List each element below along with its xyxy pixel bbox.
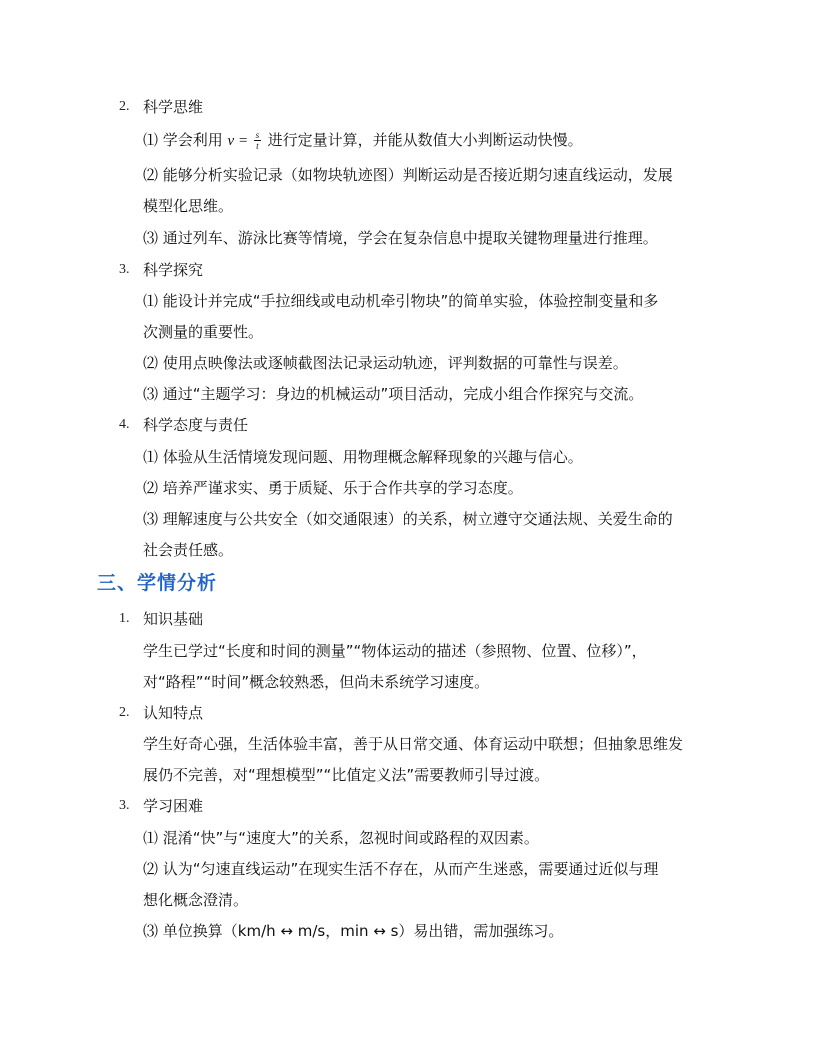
paragraph-line: ⑵ 认为“匀速直线运动”在现实生活不存在，从而产生迷惑，需要通过近似与理	[143, 860, 659, 878]
list-number: 2.	[119, 705, 130, 720]
paragraph-line: ⑴ 体验从生活情境发现问题、用物理概念解释现象的兴趣与信心。	[143, 448, 583, 466]
item-title-cognitive-traits: 认知特点	[143, 704, 204, 722]
equals-sign: =	[234, 133, 252, 149]
fraction-denominator: t	[256, 141, 259, 151]
list-number: 2.	[119, 99, 130, 114]
paragraph-line: ⑵ 培养严谨求实、勇于质疑、乐于合作共享的学习态度。	[143, 479, 523, 497]
paragraph-line: ⑶ 理解速度与公共安全（如交通限速）的关系，树立遵守交通法规、关爱生命的	[143, 510, 673, 528]
paragraph-line: 对“路程”“时间”概念较熟悉，但尚未系统学习速度。	[143, 673, 490, 691]
paragraph-line: ⑴ 混淆“快”与“速度大”的关系，忽视时间或路程的双因素。	[143, 829, 539, 847]
item-title-scientific-thinking: 科学思维	[143, 98, 204, 116]
paragraph-text: 进行定量计算，并能从数值大小判断运动快慢。	[262, 131, 583, 149]
paragraph-line	[143, 130, 583, 151]
paragraph-line: ⑵ 能够分析实验记录（如物块轨迹图）判断运动是否接近期匀速直线运动，发展	[143, 166, 673, 184]
fraction-numerator: s	[255, 130, 260, 140]
paragraph-line: 社会责任感。	[143, 541, 234, 559]
list-number: 1.	[119, 611, 130, 626]
paragraph-line: 次测量的重要性。	[143, 323, 264, 341]
list-number: 3.	[119, 798, 130, 813]
paragraph-line: 展仍不完善，对“理想模型”“比值定义法”需要教师引导过渡。	[143, 766, 550, 784]
paragraph-line: 模型化思维。	[143, 197, 234, 215]
paragraph-line: 学生已学过“长度和时间的测量”“物体运动的描述（参照物、位置、位移）”，	[143, 642, 647, 660]
paragraph-line: 学生好奇心强，生活体验丰富，善于从日常交通、体育运动中联想；但抽象思维发	[143, 735, 684, 753]
paragraph-text: ⑴ 学会利用	[143, 131, 228, 149]
section-heading: 三、学情分析	[97, 572, 218, 594]
velocity-symbol: v	[227, 133, 235, 149]
paragraph-line: 想化概念澄清。	[143, 891, 249, 909]
paragraph-line: ⑶ 通过“主题学习：身边的机械运动”项目活动，完成小组合作探究与交流。	[143, 385, 644, 403]
item-title-attitude-responsibility: 科学态度与责任	[143, 416, 249, 434]
list-number: 3.	[119, 262, 130, 277]
item-title-knowledge-base: 知识基础	[143, 610, 204, 628]
paragraph-line: ⑴ 能设计并完成“手拉细线或电动机牵引物块”的简单实验，体验控制变量和多	[143, 292, 659, 310]
speed-formula-fraction	[254, 131, 261, 150]
list-number: 4.	[119, 417, 130, 432]
item-title-scientific-inquiry: 科学探究	[143, 261, 204, 279]
paragraph-line: ⑶ 通过列车、游泳比赛等情境，学会在复杂信息中提取关键物理量进行推理。	[143, 229, 658, 247]
item-title-learning-difficulties: 学习困难	[143, 797, 204, 815]
paragraph-line: ⑶ 单位换算（km/h ↔ m/s，min ↔ s）易出错，需加强练习。	[143, 922, 564, 940]
paragraph-line: ⑵ 使用点映像法或逐帧截图法记录运动轨迹，评判数据的可靠性与误差。	[143, 354, 628, 372]
